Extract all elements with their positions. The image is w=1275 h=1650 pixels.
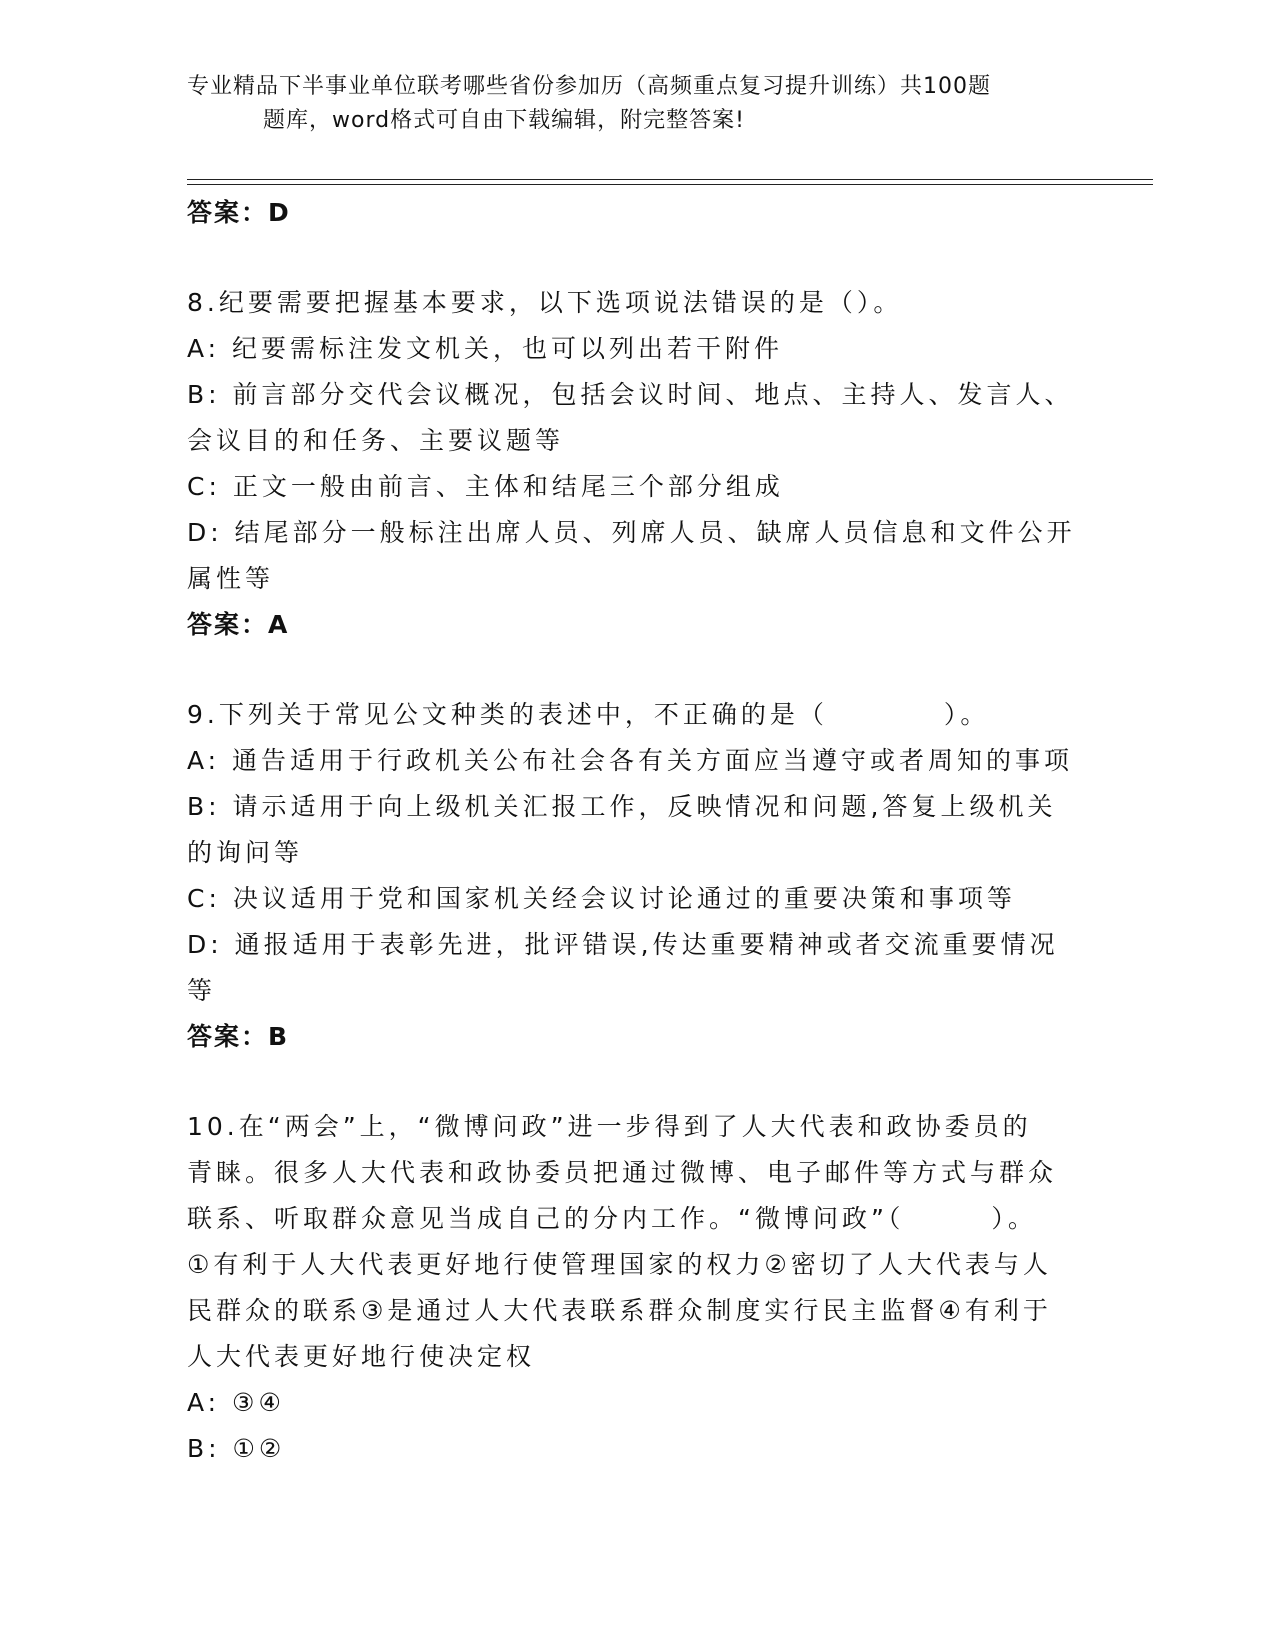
header-rule-bottom	[187, 184, 1153, 185]
question-9-option-b-line-2: 的询问等	[187, 838, 304, 867]
question-10-stem-line-5: 民群众的联系③是通过人大代表联系群众制度实行民主监督④有利于	[187, 1296, 1052, 1325]
question-9-option-c: C: 决议适用于党和国家机关经会议讨论通过的重要决策和事项等	[187, 884, 1016, 913]
question-8	[187, 280, 1087, 648]
question-10-stem-line-6: 人大代表更好地行使决定权	[187, 1342, 536, 1371]
question-spacer	[187, 648, 1087, 692]
answer-q9: 答案：B	[187, 1022, 290, 1051]
question-8-stem: 8.纪要需要把握基本要求，以下选项说法错误的是（）。	[187, 288, 903, 317]
question-spacer	[187, 1060, 1087, 1104]
question-10-stem-line-2: 青睐。很多人大代表和政协委员把通过微博、电子邮件等方式与群众	[187, 1158, 1058, 1187]
document-header	[187, 70, 1067, 138]
question-10-option-b: B: ①②	[187, 1434, 286, 1463]
question-8-option-d-line-1: D: 结尾部分一般标注出席人员、列席人员、缺席人员信息和文件公开	[187, 518, 1076, 547]
question-9	[187, 692, 1087, 1060]
question-9-option-d-line-1: D: 通报适用于表彰先进，批评错误,传达重要精神或者交流重要情况	[187, 930, 1059, 959]
header-rule-top	[187, 179, 1153, 180]
header-title-line-2: 题库，word格式可自由下载编辑，附完整答案!	[263, 108, 745, 133]
question-8-option-d-line-2: 属性等	[187, 564, 275, 593]
question-10-stem-line-1: 10.在“两会”上，“微博问政”进一步得到了人大代表和政协委员的	[187, 1112, 1032, 1141]
question-spacer	[187, 236, 1087, 280]
question-8-option-c: C: 正文一般由前言、主体和结尾三个部分组成	[187, 472, 784, 501]
question-10-stem-line-4: ①有利于人大代表更好地行使管理国家的权力②密切了人大代表与人	[187, 1250, 1052, 1279]
question-9-option-d-line-2: 等	[187, 976, 217, 1005]
question-9-option-b-line-1: B: 请示适用于向上级机关汇报工作，反映情况和问题,答复上级机关	[187, 792, 1057, 821]
question-9-stem: 9.下列关于常见公文种类的表述中，不正确的是（ ）。	[187, 700, 990, 729]
question-10-stem-line-3: 联系、听取群众意见当成自己的分内工作。“微博问政”（ ）。	[187, 1204, 1037, 1233]
question-8-option-b-line-2: 会议目的和任务、主要议题等	[187, 426, 565, 455]
header-title-line-1: 专业精品下半事业单位联考哪些省份参加历（高频重点复习提升训练）共100题	[187, 74, 991, 99]
question-10-option-a: A: ③④	[187, 1388, 285, 1417]
answer-q7: 答案：D	[187, 198, 291, 227]
question-9-option-a: A: 通告适用于行政机关公布社会各有关方面应当遵守或者周知的事项	[187, 746, 1074, 775]
document-body	[187, 190, 1087, 1472]
question-10	[187, 1104, 1087, 1472]
question-8-option-b-line-1: B: 前言部分交代会议概况，包括会议时间、地点、主持人、发言人、	[187, 380, 1074, 409]
answer-q8: 答案：A	[187, 610, 290, 639]
question-8-option-a: A: 纪要需标注发文机关，也可以列出若干附件	[187, 334, 784, 363]
